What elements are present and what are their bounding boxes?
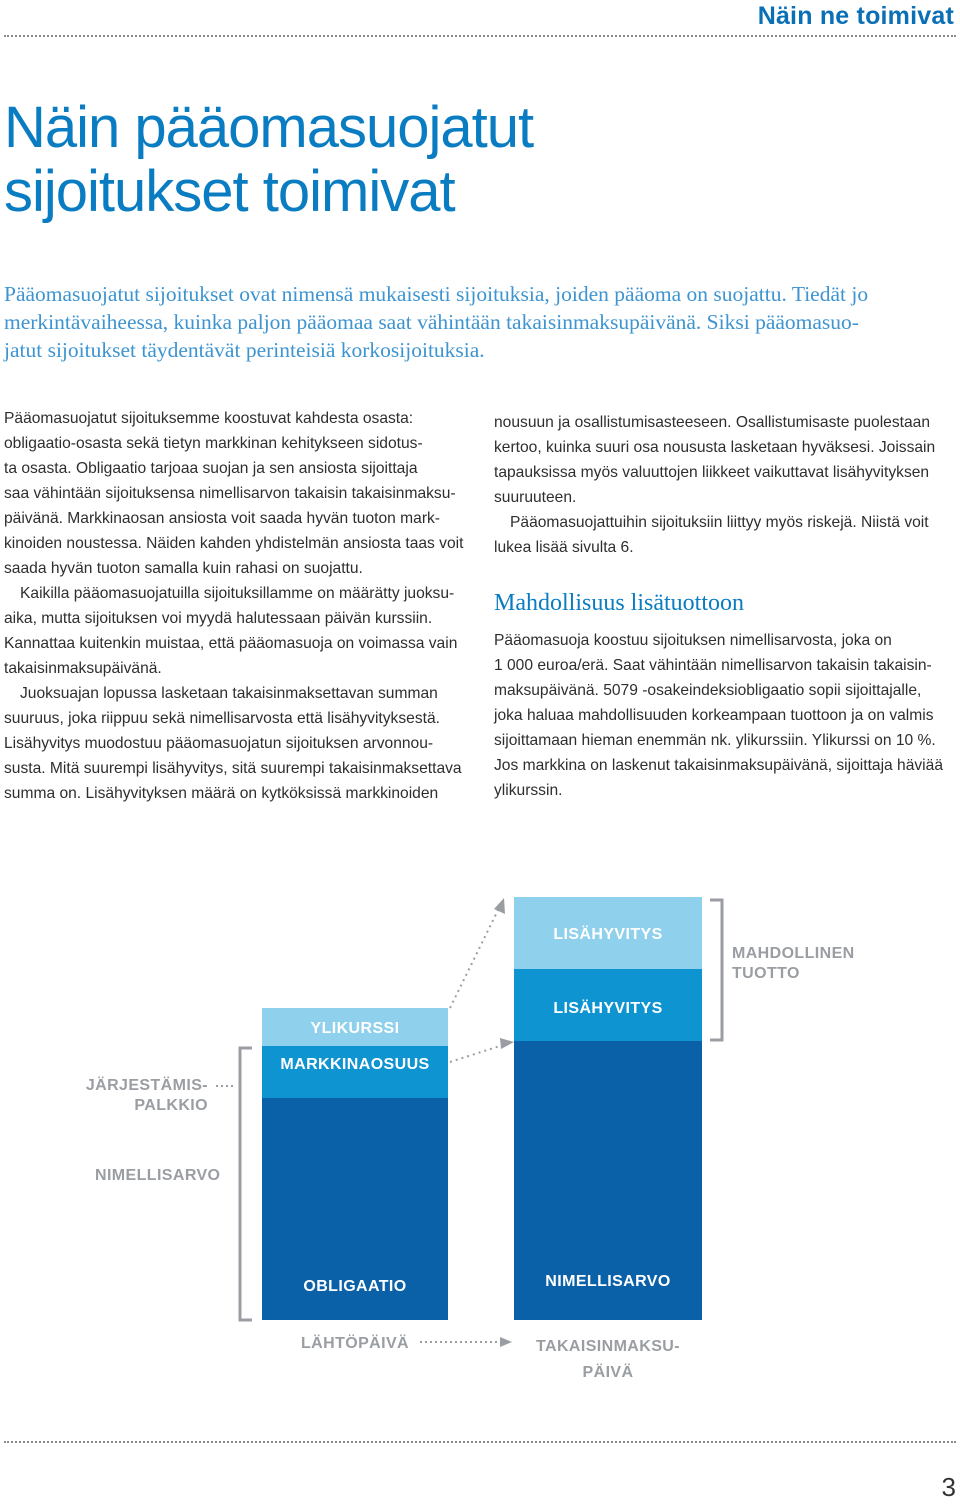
lisahyvitys-top-box <box>514 897 702 969</box>
body-line: Pääomasuojatut sijoituksemme koostuvat kahdesta osasta: <box>4 410 414 427</box>
lisahyvitys-mid-box <box>514 969 702 1041</box>
body-line: Lisähyvitys muodostuu pääomasuojatun sijoituksen arvonnou- <box>4 735 434 752</box>
body-line: kinoiden noustessa. Näiden kahden yhdistelmän ansiosta taas voit <box>4 535 464 552</box>
body-line: saada hyvän tuoton samalla kuin rahasi on suojattu. <box>4 560 363 577</box>
obligaatio-label: OBLIGAATIO <box>303 1278 407 1295</box>
nimellisarvo-box <box>514 1041 702 1320</box>
lisahyvitys-mid-label: LISÄHYVITYS <box>553 1000 663 1017</box>
page-number: 3 <box>941 1472 956 1502</box>
body-line: nousuun ja osallistumisasteeseen. Osallistumisaste puolestaan <box>494 414 931 431</box>
jarjestamis-line-2: PALKKIO <box>134 1097 208 1114</box>
obligaatio-box <box>262 1098 448 1320</box>
body-line: sijoittamaan hieman enemmän nk. ylikurssiin. Ylikurssi on 10 %. <box>494 732 936 749</box>
body-line: Kannattaa kuitenkin muistaa, että pääomasuoja on voimassa vain <box>4 635 458 652</box>
body-line: saa vähintään sijoituksensa nimellisarvon takaisin takaisinmaksu- <box>4 485 456 502</box>
dotted-connector-upper <box>450 906 500 1008</box>
jarjestamis-line-1: JÄRJESTÄMIS- <box>85 1077 208 1094</box>
nimellisarvo-box-label: NIMELLISARVO <box>545 1273 671 1290</box>
body-line: 1 000 euroa/erä. Saat vähintään nimellisarvon takaisin takaisin- <box>494 657 932 674</box>
takaisinmaksu-line-1: TAKAISINMAKSU- <box>536 1338 680 1355</box>
arrowhead-upper <box>494 898 505 914</box>
body-line: Pääomasuoja koostuu sijoituksen nimellisarvosta, joka on <box>494 632 892 649</box>
bottom-dotted-divider <box>4 1441 956 1443</box>
lead-line: Pääomasuojatut sijoitukset ovat nimensä mukaisesti sijoituksia, joiden pääoma on suojattu. Tiedät jo <box>4 282 869 306</box>
body-line: päivänä. Markkinaosan ansiosta voit saada hyvän tuoton mark- <box>4 510 441 527</box>
lead-line: merkintävaiheessa, kuinka paljon pääomaa saat vähintään takaisinmaksupäivänä. Siksi pääomasuo- <box>4 310 859 334</box>
mahdollinen-tuotto-label <box>732 944 855 984</box>
title-line-2: sijoitukset toimivat <box>4 159 455 224</box>
body-line: ta osasta. Obligaatio tarjoaa suojan ja sen ansiosta sijoittaja <box>4 460 418 477</box>
page-title <box>4 96 704 224</box>
ylikurssi-box <box>262 1008 448 1046</box>
section-subheading: Mahdollisuus lisätuottoon <box>494 590 745 616</box>
markkinaosuus-box <box>262 1046 448 1098</box>
body-line: aika, mutta sijoituksen voi myydä halutessaan päivän kurssiin. <box>4 610 433 627</box>
lahtopaiva-label: LÄHTÖPÄIVÄ <box>301 1335 409 1352</box>
takaisinmaksupaiva-label <box>514 1334 702 1386</box>
bracket-right <box>710 900 722 1040</box>
body-line: kertoo, kuinka suuri osa noususta lasketaan hyväksesi. Joissain <box>494 439 936 456</box>
nimellisarvo-side-label: NIMELLISARVO <box>95 1167 221 1184</box>
arrowhead-timeline <box>500 1337 512 1347</box>
ylikurssi-label: YLIKURSSI <box>310 1020 400 1037</box>
mahdollinen-line-1: MAHDOLLINEN <box>732 945 855 962</box>
lead-paragraph <box>4 280 944 364</box>
body-line: ylikurssin. <box>494 782 563 799</box>
body-line: summa on. Lisähyvityksen määrä on kytköksissä markkinoiden <box>4 785 439 802</box>
body-line: tapauksissa myös valuuttojen liikkeet vaikuttavat lisähyvityksen <box>494 464 930 481</box>
lead-line: jatut sijoitukset täydentävät perinteisiä korkosijoituksia. <box>4 338 485 362</box>
markkinaosuus-label: MARKKINAOSUUS <box>280 1056 430 1073</box>
takaisinmaksu-line-2: PÄIVÄ <box>582 1364 634 1381</box>
body-line: takaisinmaksupäivänä. <box>4 660 162 677</box>
lisahyvitys-top-label: LISÄHYVITYS <box>553 926 663 943</box>
bracket-left <box>240 1048 252 1320</box>
mahdollinen-line-2: TUOTTO <box>732 965 800 982</box>
top-dotted-divider <box>4 35 956 37</box>
body-line: suuruuteen. <box>494 489 577 506</box>
body-line: suuruus, joka riippuu sekä nimellisarvosta että lisähyvityksestä. <box>4 710 440 727</box>
right-text-column <box>494 410 954 803</box>
body-line: lukea lisää sivulta 6. <box>494 539 634 556</box>
body-line: Kaikilla pääomasuojatuilla sijoituksillamme on määrätty juoksu- <box>20 585 455 602</box>
arrowhead-lower <box>500 1038 514 1049</box>
body-line: Juoksuajan lopussa lasketaan takaisinmaksettavan summan <box>20 685 438 702</box>
body-line: susta. Mitä suurempi lisähyvitys, sitä suurempi takaisinmaksettava <box>4 760 462 777</box>
section-header-title: Näin ne toimivat <box>757 2 954 30</box>
body-line: Jos markkina on laskenut takaisinmaksupäivänä, sijoittaja häviää <box>494 757 943 774</box>
title-line-1: Näin pääomasuojatut <box>4 95 534 160</box>
body-line: obligaatio-osasta sekä tietyn markkinan kehitykseen sidotus- <box>4 435 423 452</box>
body-line: Pääomasuojattuihin sijoituksiin liittyy myös riskejä. Niistä voit <box>510 514 929 531</box>
left-text-column <box>4 406 474 806</box>
body-line: joka haluaa mahdollisuuden korkeampaan tuottoon ja on valmis <box>494 707 934 724</box>
jarjestamispalkkio-label <box>60 1076 208 1116</box>
dotted-connector-lower <box>450 1044 506 1062</box>
body-line: maksupäivänä. 5079 -osakeindeksiobligaatio sopii sijoittajalle, <box>494 682 922 699</box>
